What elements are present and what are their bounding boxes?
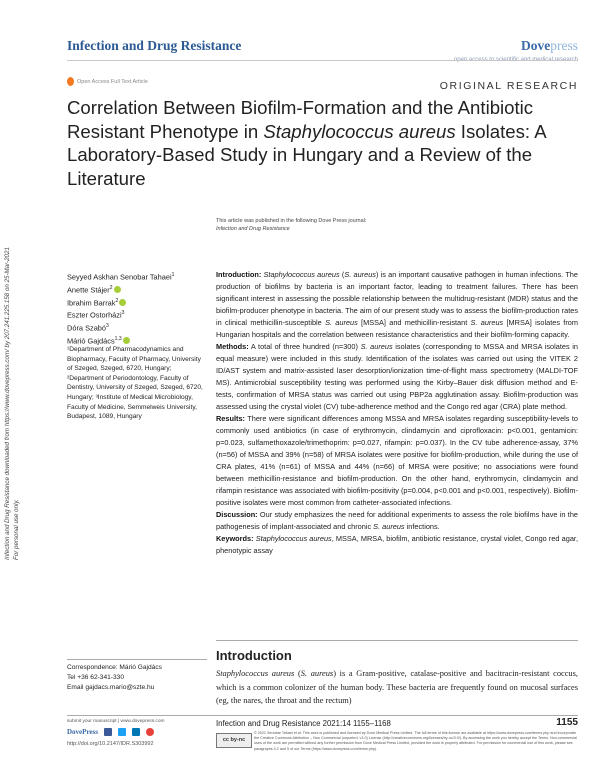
author-list [67, 270, 207, 347]
introduction-divider [216, 640, 578, 641]
author-affiliation-number: 2 [115, 297, 119, 304]
abstract [216, 269, 578, 557]
submit-manuscript-link[interactable]: submit your manuscript | www.dovepress.com [67, 719, 165, 724]
pub-note-journal: Infection and Drug Resistance [216, 225, 290, 232]
footer-divider [67, 715, 578, 716]
introduction-body: Staphylococcus aureus (S. aureus) is a Gram-positive, catalase-positive and bacitracin-resistant coccus, which is a common colonizer of the human body. These bacteria are frequently found on mucosal surfaces (eg, the nares, the throat and the rectum) [216, 669, 578, 706]
open-access-lock-icon [67, 77, 74, 86]
affiliations: ¹Department of Pharmacodynamics and Biopharmacy, Faculty of Pharmacy, University of Szeged, Szeged, 6720, Hungary; ²Department of Periodontology, Faculty of Dentistry, University of Szeged, Szeged, 6720, Hungary; ³Institute of Medical Microbiology, Faculty of Medicine, Semmelweis University, Budapest, 1089, Hungary [67, 346, 203, 421]
author-1 [67, 270, 207, 283]
watermark-line-2: For personal use only. [12, 499, 20, 560]
logo-sub: press [550, 38, 578, 53]
abstract-discussion-label: Discussion: [216, 510, 258, 520]
logo-main: Dove [521, 38, 551, 53]
article-type: ORIGINAL RESEARCH [439, 80, 578, 92]
page-number: 1155 [556, 717, 578, 728]
author-name: Eszter Ostorházi [67, 310, 122, 320]
abstract-intro-label: Introduction: [216, 270, 262, 279]
correspondence [67, 663, 207, 692]
abstract-discussion: Our study emphasizes the need for additional experiments to assess the role biofilms have in the pathogenesis of implant-associated and chronic S. aureus infections. [216, 510, 578, 532]
author-affiliation-number: 1 [171, 272, 175, 278]
facebook-icon[interactable] [104, 728, 112, 736]
correspondence-divider [67, 659, 207, 660]
author-affiliation-number: 3 [106, 323, 109, 330]
doi-link[interactable]: http://doi.org/10.2147/IDR.S303992 [67, 741, 154, 747]
journal-citation: Infection and Drug Resistance 2021:14 1155–1168 [216, 719, 391, 728]
abstract-methods-label: Methods: [216, 342, 249, 352]
abstract-methods: A total of three hundred (n=300) S. aureus isolates (corresponding to MSSA and MRSA isolates in equal measure) were included in this study. Identification of the isolates was carried out using the VITEK 2 ID/AST system and matrix-assisted laser desorption/ionization time-of-flight mass spectrometry (MALDI-TOF MS). Antimicrobial susceptibility testing was performed using the Kirby–Bauer disk diffusion method and E-tests, confirmation of MRSA status was carried out using PBP2a agglutination assay. Biofilm-production was assessed using the crystal violet (CV) tube-adherence method and the Congo red agar (CRA) plate method. [216, 342, 579, 412]
header-divider [67, 60, 578, 61]
abstract-results: There were significant differences among MSSA and MRSA isolates regarding susceptibility-levels to commonly used antibiotics (in case of erythromycin, clindamycin and ciprofloxacin: p<0.001, gentamicin: p=0.023, sulfamethoxazole/trimethoprim: p=0.027, rifampin: p=0.037). In the CV tube adherence-assay, 37% (n=56) of MSSA and 39% (n=58) of MRSA isolates were positive for biofilm-production, while during the use of CRA plates, 41% (n=61) of MSSA and 44% (n=66) of MRSA were positive; no associations were found between methicillin-resistance and biofilm-production. On the other hand, erythromycin, clindamycin and rifampin resistance was associated with biofilm-positivity (p=0.004, p<0.001 and p<0.001, respectively). Biofilm-positive isolates were most common from catheter-associated infections. [216, 414, 578, 508]
title-part-1: Correlation Between Biofilm-Formation and the Antibiotic Resistant Phenotype in [67, 97, 534, 142]
download-watermark [4, 140, 42, 560]
abstract-keywords-label: Keywords: [216, 534, 254, 544]
orcid-icon[interactable] [114, 286, 121, 293]
cc-license-badge[interactable]: cc by-nc [216, 733, 252, 748]
journal-name: Infection and Drug Resistance [67, 38, 242, 53]
twitter-icon[interactable] [118, 728, 126, 736]
author-affiliation-number: 1,3 [114, 335, 122, 342]
author-name: Ibrahim Barrak [67, 298, 116, 307]
abstract-intro: Staphylococcus aureus (S. aureus) is an important causative pathogen in human infections. The production of biofilms by bacteria is an important factor, leading to treatment failures. There has been significant interest in assessing the possible relationship between the multidrug-resistant (MDR) status and the biofilm-producer phenotype in bacteria. The aim of our present study was to assess the biofilm-production rates in clinical methicillin-susceptible S. aureus [MSSA] and methicillin-resistant S. aureus [MRSA] isolates from Hungarian hospitals and the correlation between resistance characteristics and their biofilm-forming capacity. [216, 270, 578, 340]
correspondence-phone: Tel +36 62-341-330 [67, 673, 125, 681]
publisher-tagline: open access to scientific and medical research [453, 57, 578, 63]
author-name: Anette Stájer [67, 285, 110, 295]
author-affiliation-number: 3 [121, 310, 125, 317]
abstract-keywords: Staphylococcus aureus, MSSA, MRSA, biofilm, antibiotic resistance, crystal violet, Congo red agar, phenotypic assay [216, 534, 578, 556]
author-name: Márió Gajdács [67, 336, 115, 346]
open-access-text: Open Access Full Text Article [77, 78, 148, 85]
publication-note [216, 218, 366, 233]
dovepress-brand[interactable]: DovePress [67, 728, 98, 736]
introduction-heading: Introduction [216, 648, 292, 663]
footer-brand [67, 728, 154, 736]
article-title [67, 96, 577, 190]
author-3 [67, 296, 207, 309]
linkedin-icon[interactable] [132, 728, 140, 736]
orcid-icon[interactable] [123, 337, 130, 344]
abstract-results-label: Results: [216, 414, 245, 424]
pub-note-line: This article was published in the following Dove Press journal: [216, 218, 367, 224]
author-2 [67, 283, 207, 296]
author-5 [67, 321, 207, 334]
title-italic-organism: Staphylococcus aureus [263, 120, 456, 142]
watermark-line-1: Infection and Drug Resistance downloaded from https://www.dovepress.com/ by 207.241.225.158 on 25-Mar-2021 [4, 247, 11, 560]
share-icon[interactable] [146, 728, 154, 736]
orcid-icon[interactable] [119, 299, 126, 306]
open-access-label [67, 77, 148, 86]
correspondence-email[interactable]: Email gajdacs.mario@szte.hu [67, 683, 155, 691]
license-text: © 2021 Senobar Tahaei et al. This work is published and licensed by Dove Medical Press Limited. The full terms of this license are available at https://www.dovepress.com/terms.php and incorporate the Creative Commons Attribution – Non Commercial (unported, v3.0) License (http://creativecommons.org/licenses/by-nc/3.0/). By accessing the work you hereby accept the Terms. Non-commercial uses of the work are permitted without any further permission from Dove Medical Press Limited, provided the work is properly attributed. For permission for commercial use of this work, please see paragraphs 4.2 and 5 of our Terms (https://www.dovepress.com/terms.php). [254, 731, 577, 751]
author-name: Seyyed Askhan Senobar Tahaei [67, 272, 172, 282]
author-affiliation-number: 2 [109, 284, 113, 291]
author-4 [67, 308, 207, 321]
author-name: Dóra Szabó [67, 323, 107, 333]
correspondence-author: Correspondence: Márió Gajdács [67, 664, 162, 671]
title-part-2: Isolates: A Laboratory-Based Study in Hungary and a Review of the Literature [67, 120, 546, 189]
